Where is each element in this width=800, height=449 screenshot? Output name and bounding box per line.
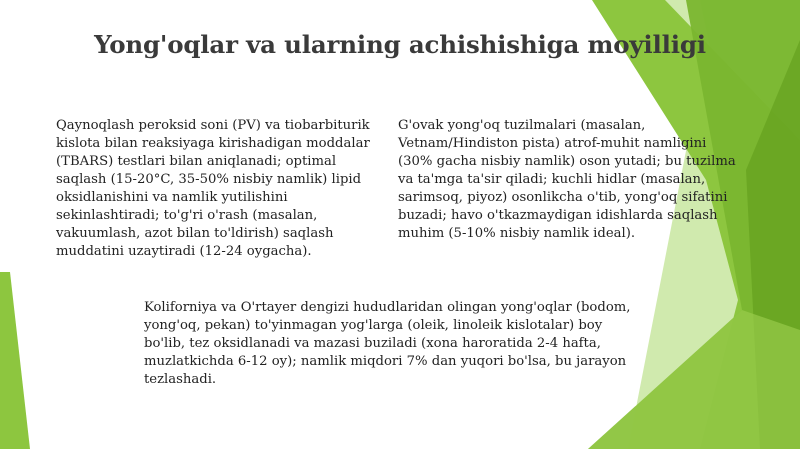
paragraph-left: Qaynoqlash peroksid soni (PV) va tiobarbiturik kislota bilan reaksiyaga kirishadigan moddalar (TBARS) testlari bilan aniqlanadi; optimal saqlash (15-20°C, 35-50% nisbiy namlik) lipid oksidlanishini va namlik yutilishini sekinlashtiradi; to'g'ri o'rash (masalan, vakuumlash, azot bilan to'ldirish) saqlash muddatini uzaytiradi (12-24 oygacha). [56, 118, 370, 259]
paragraph-bottom: Koliforniya va O'rtayer dengizi hududlaridan olingan yong'oqlar (bodom, yong'oq, pekan) to'yinmagan yog'larga (oleik, linoleik kislotalar) boy bo'lib, tez oksidlanadi va mazasi buziladi (xona haroratida 2-4 hafta, muzlatkichda 6-12 oy); namlik miqdori 7% dan yuqori bo'lsa, bu jarayon tezlashadi. [144, 300, 631, 387]
green-sliver-left [0, 272, 30, 449]
paragraph-right: G'ovak yong'oq tuzilmalari (masalan, Vetnam/Hindiston pista) atrof-muhit namligini (30% gacha nisbiy namlik) oson yutadi; bu tuzilma va ta'mga ta'sir qiladi; kuchli hidlar (masalan, sarimsoq, piyoz) osonlikcha o'tib, yong'oq sifatini buzadi; havo o'tkazmaydigan idishlarda saqlash muhim (5-10% nisbiy namlik ideal). [398, 118, 736, 241]
slide-title: Yong'oqlar va ularning achishishiga moyilligi [94, 30, 706, 59]
